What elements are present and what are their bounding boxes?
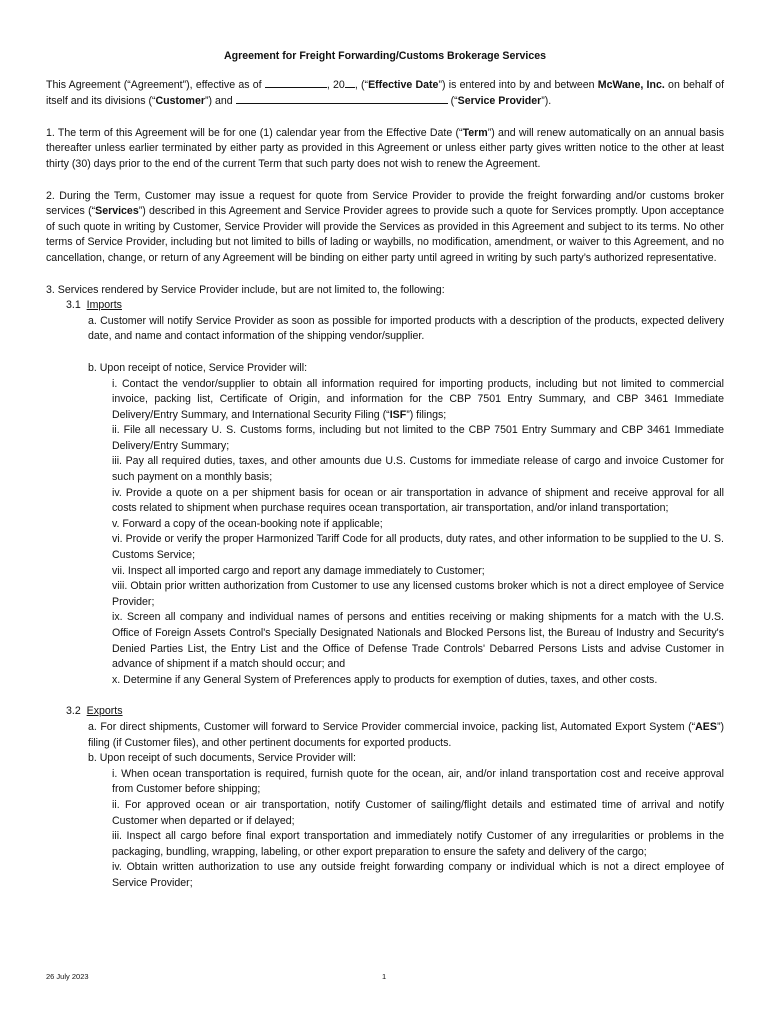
imports-b-ix: ix. Screen all company and individual names of persons and entities receiving or making shipments for a match with the U.S. Office of Foreign Assets Control's Specially Designated Nationals and Blocked Persons list, the Bureau of Industry and Security's Denied Parties List, the Entry List and the Office of Defense Trade Controls' Debarred Persons Lists and advise Customer in advance of shipment if a match should occur; and: [112, 611, 724, 671]
section-2: 2. During the Term, Customer may issue a request for quote from Service Provider to provide the freight forwarding and/or customs broker services (“Services”) described in this Agreement and Service Provider agrees to provide such a quote for Services promptly. Upon acceptance of such quote in writing by Customer, Service Provider will provide the Services as provided in this Agreement and subject to its terms. No other terms of Service Provider, including but not limited to bills of lading or waybills, no modification, amendment, or waiver to this Agreement, and no cancellation, change, or return of any Agreement will be binding on either party until agreed in writing by such party’s authorized representative.: [46, 189, 724, 264]
exports-b-iii: iii. Inspect all cargo before final export transportation and immediately notify Customer of any irregularities or problems in the packaging, bundling, wrapping, labeling, or other export preparation to ensure the safety and delivery of the cargo;: [112, 830, 724, 858]
section-1: 1. The term of this Agreement will be for one (1) calendar year from the Effective Date (“Term”) and will renew automatically on an annual basis thereafter unless earlier terminated by either party as provided in this Agreement or unless either party gives written notice to the other at least thirty (30) days prior to the end of the current Term that such party does not wish to renew the Agreement.: [46, 126, 724, 170]
imports-b-ii: ii. File all necessary U. S. Customs forms, including but not limited to the CBP 7501 Entry Summary and CBP 3461 Immediate Delivery/Entry Summary;: [112, 424, 724, 452]
footer-date: 26 July 2023: [46, 972, 89, 981]
year-blank: [345, 77, 355, 88]
imports-b-iii: iii. Pay all required duties, taxes, and other amounts due U.S. Customs for immediate release of cargo and invoice Customer for such payment on a monthly basis;: [112, 455, 724, 484]
document-title: Agreement for Freight Forwarding/Customs Brokerage Services: [223, 50, 546, 62]
imports-b-v: v. Forward a copy of the ocean-booking note if applicable;: [112, 517, 383, 530]
imports-b-x: x. Determine if any General System of Preferences apply to products for exemption of duties, taxes, and other costs.: [112, 673, 658, 686]
imports-b-i: i. Contact the vendor/supplier to obtain all information required for importing products, including but not limited to commercial invoice, packing list, Certificate of Origin, and information for the CBP 7501 Entry Summary, and CBP 3461 Immediate Delivery/Entry Summary, and International Security Filing (“ISF”) filings;: [112, 377, 724, 421]
date-blank: [265, 77, 327, 88]
section-3-intro: 3. Services rendered by Service Provider include, but are not limited to, the following:: [46, 283, 445, 296]
exports-b-ii: ii. For approved ocean or air transportation, notify Customer of sailing/flight details and estimated time of arrival and notify Customer when departed or if delayed;: [112, 798, 724, 827]
imports-item-a: a. Customer will notify Service Provider as soon as possible for imported products with a description of the products, expected delivery date, and name and contact information of the shipping vendor/supplier.: [88, 314, 724, 343]
provider-blank: [236, 93, 448, 104]
exports-heading: 3.2 Exports: [66, 705, 123, 718]
exports-b-i: i. When ocean transportation is required, furnish quote for the ocean, air, and/or inland transportation cost and receive approval from Customer before shipping;: [112, 767, 724, 796]
imports-heading: 3.1 Imports: [66, 299, 122, 312]
exports-item-a: a. For direct shipments, Customer will forward to Service Provider commercial invoice, packing list, Automated Export System (“AES”) filing (if Customer files), and other pertinent documents for exported products.: [88, 720, 724, 749]
intro-paragraph: This Agreement (“Agreement”), effective as of , 20 , (“Effective Date”) is entered into by and between McWane, Inc. on behalf of itself and its divisions (“Customer”) and (“Service Provider”).: [46, 78, 725, 108]
imports-b-vi: vi. Provide or verify the proper Harmonized Tariff Code for all products, duty rates, and other information to be supplied to the U. S. Customs Service;: [112, 533, 724, 562]
imports-b-viii: viii. Obtain prior written authorization from Customer to use any licensed customs broker which is not a direct employee of Service Provider;: [112, 580, 724, 608]
exports-b-iv: iv. Obtain written authorization to use any outside freight forwarding company or individual which is not a direct employee of Service Provider;: [112, 861, 724, 889]
imports-b-vii: vii. Inspect all imported cargo and report any damage immediately to Customer;: [112, 564, 485, 577]
imports-b-iv: iv. Provide a quote on a per shipment basis for ocean or air transportation in advance of shipment and receive approval for all costs related to shipment when purchase requires ocean transportation, air transportation, and/or inland transportation;: [112, 486, 724, 515]
exports-item-b: b. Upon receipt of such documents, Service Provider will:: [88, 752, 356, 765]
page-number: 1: [382, 972, 387, 981]
imports-item-b: b. Upon receipt of notice, Service Provider will:: [88, 361, 308, 374]
document-body: [46, 49, 724, 892]
